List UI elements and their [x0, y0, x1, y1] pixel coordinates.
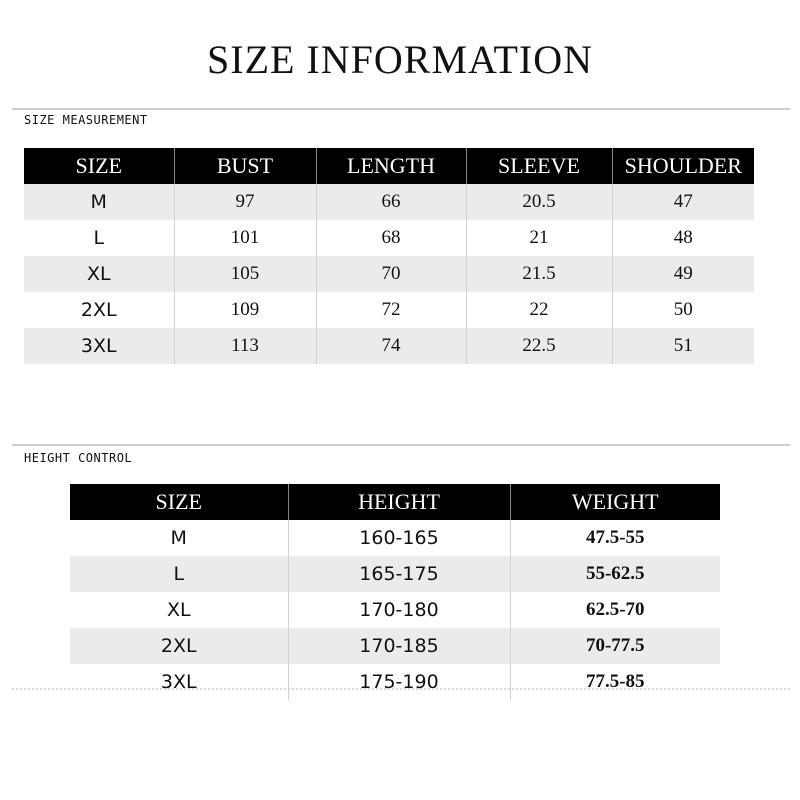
- length-cell: 70: [316, 256, 466, 292]
- column-header: SIZE: [24, 148, 174, 184]
- size-cell: L: [93, 227, 105, 249]
- weight-cell: 47.5-55: [510, 520, 720, 556]
- shoulder-cell: 47: [612, 184, 754, 220]
- size-cell: 2XL: [70, 628, 288, 664]
- length-cell: 72: [316, 292, 466, 328]
- sleeve-cell: 21.5: [466, 256, 612, 292]
- weight-cell: 55-62.5: [510, 556, 720, 592]
- table-row: [24, 220, 754, 256]
- length-cell: 68: [316, 220, 466, 256]
- size-measurement-table: [24, 148, 754, 364]
- column-header: SIZE: [70, 484, 288, 520]
- divider: [12, 108, 790, 110]
- weight-cell: 62.5-70: [510, 592, 720, 628]
- column-header: BUST: [174, 148, 316, 184]
- column-header: HEIGHT: [288, 484, 510, 520]
- table-row: [70, 628, 720, 664]
- height-cell: 160-165: [288, 520, 510, 556]
- sleeve-cell: 20.5: [466, 184, 612, 220]
- table-row: [70, 520, 720, 556]
- shoulder-cell: 48: [612, 220, 754, 256]
- table-row: [70, 664, 720, 700]
- length-cell: 74: [316, 328, 466, 364]
- table-header-row: [70, 484, 720, 520]
- section-label-height-control: HEIGHT CONTROL: [24, 451, 133, 465]
- page-title: SIZE INFORMATION: [207, 37, 593, 82]
- table-row: [24, 328, 754, 364]
- bust-cell: 105: [174, 256, 316, 292]
- size-cell: 2XL: [80, 299, 117, 321]
- weight-cell: 77.5-85: [510, 664, 720, 700]
- divider: [12, 688, 790, 690]
- size-cell: XL: [166, 599, 191, 621]
- weight-cell: 70-77.5: [510, 628, 720, 664]
- divider: [12, 444, 790, 446]
- size-cell: XL: [24, 256, 174, 292]
- table-row: [24, 184, 754, 220]
- column-header: SHOULDER: [612, 148, 754, 184]
- sleeve-cell: 22.5: [466, 328, 612, 364]
- size-cell: M: [24, 184, 174, 220]
- height-cell: 165-175: [288, 556, 510, 592]
- length-cell: 66: [316, 184, 466, 220]
- column-header: SLEEVE: [466, 148, 612, 184]
- size-cell: 3XL: [160, 671, 197, 693]
- size-cell: L: [70, 556, 288, 592]
- table-row: [24, 256, 754, 292]
- height-control-table: [70, 484, 720, 700]
- shoulder-cell: 49: [612, 256, 754, 292]
- bust-cell: 97: [174, 184, 316, 220]
- column-header: LENGTH: [316, 148, 466, 184]
- section-label-measurement: SIZE MEASUREMENT: [24, 113, 148, 127]
- height-cell: 170-180: [288, 592, 510, 628]
- bust-cell: 101: [174, 220, 316, 256]
- table-row: [70, 592, 720, 628]
- height-cell: 175-190: [288, 664, 510, 700]
- sleeve-cell: 21: [466, 220, 612, 256]
- shoulder-cell: 50: [612, 292, 754, 328]
- size-cell: 3XL: [24, 328, 174, 364]
- height-cell: 170-185: [288, 628, 510, 664]
- size-cell: M: [170, 527, 187, 549]
- table-row: [70, 556, 720, 592]
- sleeve-cell: 22: [466, 292, 612, 328]
- table-row: [24, 292, 754, 328]
- column-header: WEIGHT: [510, 484, 720, 520]
- shoulder-cell: 51: [612, 328, 754, 364]
- bust-cell: 113: [174, 328, 316, 364]
- bust-cell: 109: [174, 292, 316, 328]
- table-header-row: [24, 148, 754, 184]
